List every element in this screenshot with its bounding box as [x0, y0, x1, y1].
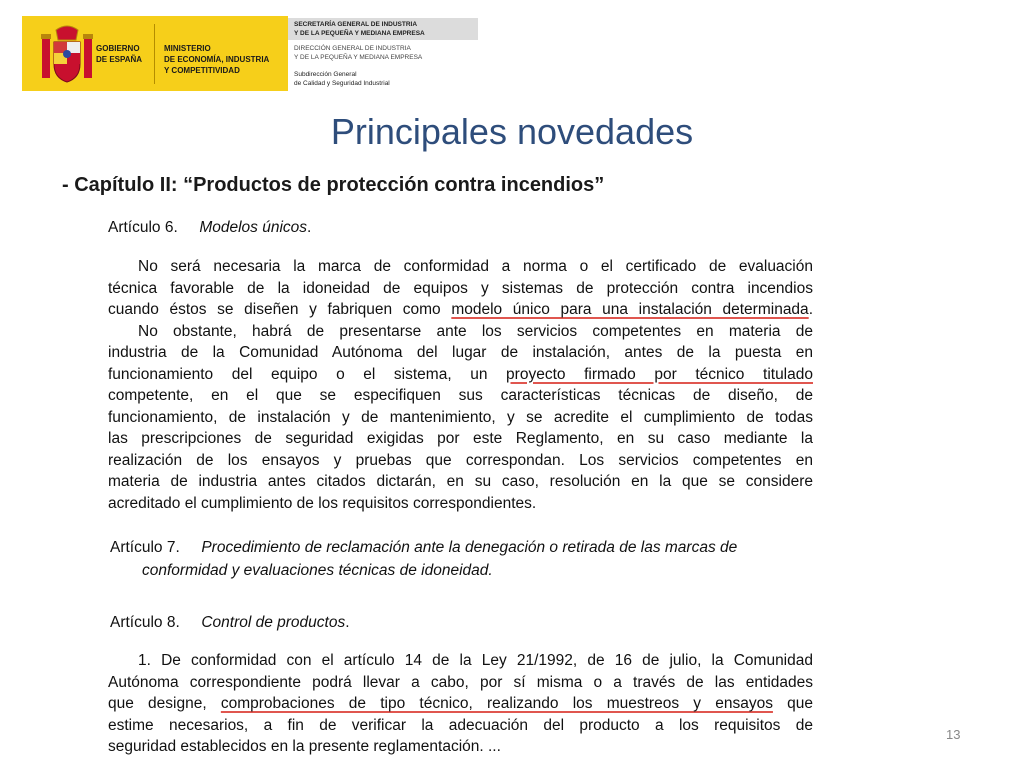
article-8-body: 1. De conformidad con el artículo 14 de la Ley 21/1992, de 16 de julio, la Comunidad Autónoma correspondiente podrá llevar a cabo, por sí misma o a través de las entidades que designe, comprobaciones de tipo técnico, realizando los muestreos y ensayos que estime necesarios, a fin de verificar la adecuación del producto a los requisitos de seguridad establecidos en la presente reglamentación. ...	[108, 652, 814, 755]
slide-subtitle: - Capítulo II: “Productos de protección contra incendios”	[62, 174, 605, 196]
article-7-heading: Artículo 7. Procedimiento de reclamación ante la denegación o retirada de las marcas de	[110, 539, 738, 556]
banner-divider	[154, 24, 155, 84]
direccion-line-1: DIRECCIÓN GENERAL DE INDUSTRIA	[294, 45, 411, 52]
slide-title: Principales novedades	[330, 111, 694, 152]
subdireccion-line-1: Subdirección General	[294, 71, 357, 78]
article-6-body: No será necesaria la marca de conformidad a norma o el certificado de evaluación técnica favorable de la idoneidad de equipos y sistemas de protección contra incendios cuando éstos se diseñen y fabriquen como modelo único para una instalación determinada. No obstante, habrá de presentarse ante los servicios competentes en materia de industria de la Comunidad Autónoma del lugar de instalación, antes de la puesta en funcionamiento del equipo o el sistema, un proyecto firmado por técnico titulado competente, en el que se especifiquen sus características técnicas de diseño, de funcionamiento, de instalación y de mantenimiento, y se acredite el cumplimiento de todas las prescripciones de seguridad exigidas por este Reglamento, en su caso mediante la realización de los ensayos y pruebas que correspondan. Los servicios competentes en materia de industria antes citados dictarán, en su caso, resolución en la que se considere acreditado el cumplimiento de los requisitos correspondientes.	[108, 258, 813, 512]
underline-proyecto-firmado: proyecto firmado por técnico titulado	[506, 365, 813, 383]
underline-modelo-unico: modelo único para una instalación determinada	[451, 301, 809, 318]
article-6-heading: Artículo 6. Modelos únicos.	[108, 219, 312, 236]
coat-of-arms-icon	[38, 24, 96, 86]
secretaria-box: SECRETARÍA GENERAL DE INDUSTRIA Y DE LA PEQUEÑA Y MEDIANA EMPRESA	[288, 18, 478, 40]
page-number: 13	[946, 727, 961, 742]
direccion-line-2: Y DE LA PEQUEÑA Y MEDIANA EMPRESA	[294, 54, 423, 61]
underline-comprobaciones: comprobaciones de tipo técnico, realizando los muestreos y ensayos	[220, 695, 773, 712]
government-header-banner	[22, 16, 478, 91]
article-7-heading-line-2: conformidad y evaluaciones técnicas de idoneidad.	[142, 562, 493, 579]
article-8-heading: Artículo 8. Control de productos.	[110, 614, 350, 631]
ministerio-label: MINISTERIO DE ECONOMÍA, INDUSTRIA Y COMPETITIVIDAD	[164, 44, 270, 75]
gobierno-label: GOBIERNO DE ESPAÑA	[96, 44, 143, 64]
subdireccion-line-2: de Calidad y Seguridad Industrial	[294, 80, 390, 87]
department-panel	[288, 16, 478, 91]
